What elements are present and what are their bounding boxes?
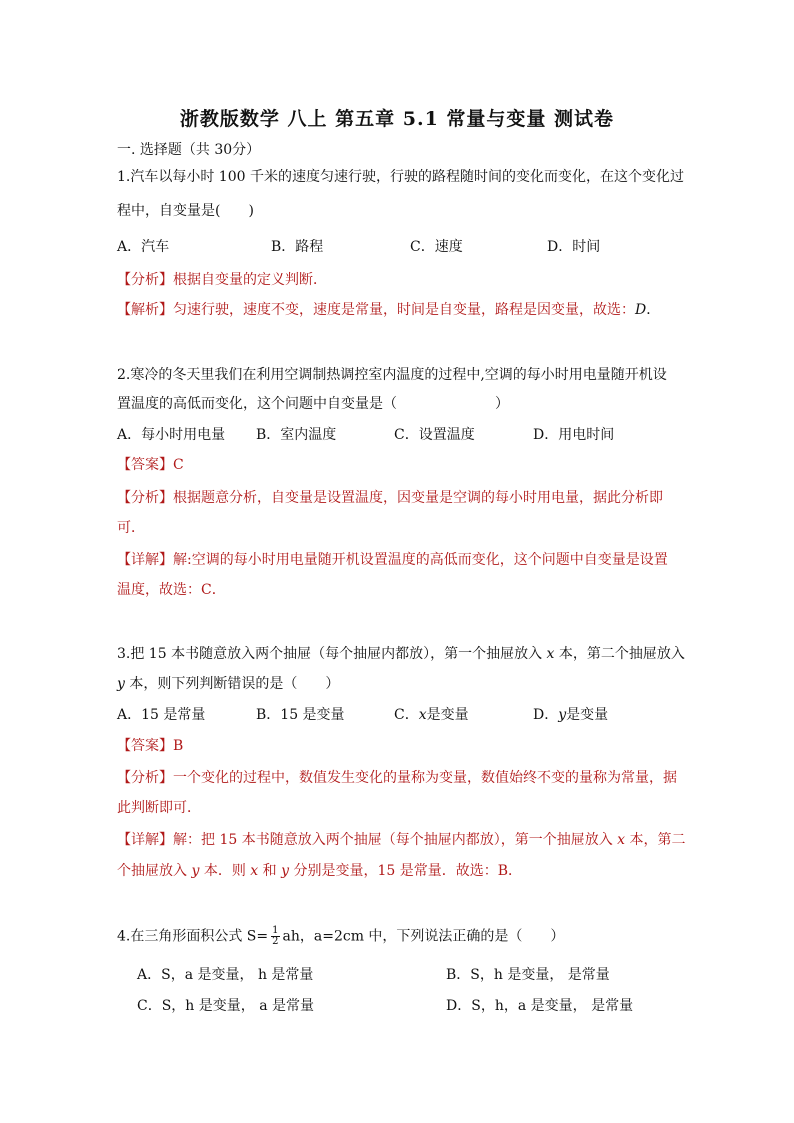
q1-option-a: A．汽车 xyxy=(117,239,170,255)
var-y: y xyxy=(117,676,125,692)
q1-solution xyxy=(117,300,660,320)
q2-detail-line1 xyxy=(117,550,668,570)
q2-answer xyxy=(117,455,184,475)
q3-stem-text: 3.把 15 本书随意放入两个抽屉（每个抽屉内都放），第一个抽屉放入 xyxy=(117,646,547,662)
q1-option-d: D．时间 xyxy=(547,239,601,255)
q3-stem-text: 本，第二个抽屉放入 xyxy=(554,646,685,662)
q2-option-a: A．每小时用电量 xyxy=(117,427,226,443)
q2-analysis-line2: 可． xyxy=(117,520,145,536)
var-y: y xyxy=(281,863,290,879)
q2-analysis-line1 xyxy=(117,488,663,508)
q2-detail-line2: 温度，故选：C． xyxy=(117,582,226,598)
q2-option-b: B．室内温度 xyxy=(256,427,337,443)
answer-text: B xyxy=(173,738,184,754)
analysis-text: 根据题意分析，自变量是设置温度，因变量是空调的每小时用电量，据此分析即 xyxy=(173,490,663,506)
fraction-denominator: 2 xyxy=(272,936,279,947)
q4-option-d: D．S，h，a 是变量， 是常量 xyxy=(446,998,634,1014)
option-letter: D． xyxy=(533,707,559,723)
detail-text: 分别是变量，15 是常量．故选：B． xyxy=(289,863,523,879)
analysis-tag: 【分析】 xyxy=(117,490,173,506)
detail-text: 解:空调的每小时用电量随开机设置温度的高低而变化，这个问题中自变量是设置 xyxy=(173,552,668,568)
var-y: y xyxy=(191,863,200,879)
detail-text: 解：把 15 本书随意放入两个抽屉（每个抽屉内都放），第一个抽屉放入 xyxy=(173,832,618,848)
var-x: x xyxy=(418,707,427,723)
fraction-numerator: 1 xyxy=(272,925,279,936)
analysis-text: 一个变化的过程中，数值发生变化的量称为变量，数值始终不变的量称为常量，据 xyxy=(173,770,677,786)
q2-option-d: D．用电时间 xyxy=(533,427,615,443)
solution-text: 匀速行驶，速度不变，速度是常量，时间是自变量，路程是因变量，故选： xyxy=(173,302,635,318)
q3-detail-line1 xyxy=(117,830,686,850)
q1-stem-line2: 程中，自变量是( ) xyxy=(117,203,254,219)
q3-stem-text: 本，则下列判断错误的是（ ） xyxy=(124,676,340,692)
detail-text: 个抽屉放入 xyxy=(117,863,192,879)
q4-option-c: C．S，h 是变量， a 是常量 xyxy=(137,998,315,1014)
detail-text: 和 xyxy=(258,863,282,879)
answer-tag: 【答案】 xyxy=(117,457,173,473)
q2-stem-line2: 置温度的高低而变化，这个问题中自变量是（ ） xyxy=(117,396,509,412)
detail-tag: 【详解】 xyxy=(117,832,173,848)
q4-option-b: B．S，h 是变量， 是常量 xyxy=(446,967,610,983)
option-text: 是变量 xyxy=(566,707,609,723)
q2-option-c: C．设置温度 xyxy=(394,427,475,443)
page-title: 浙教版数学 八上 第五章 5.1 常量与变量 测试卷 xyxy=(179,108,615,130)
q1-stem-line1: 1.汽车以每小时 100 千米的速度匀速行驶，行驶的路程随时间的变化而变化，在这个变化过 xyxy=(117,169,684,185)
q4-stem-text: ah，a=2cm 中，下列说法正确的是（ ） xyxy=(282,928,565,945)
fraction-one-half xyxy=(271,926,279,947)
q3-option-b: B．15 是变量 xyxy=(256,707,345,723)
q4-stem xyxy=(117,926,564,947)
var-y: y xyxy=(558,707,567,723)
option-text: 是变量 xyxy=(426,707,469,723)
solution-answer: D xyxy=(635,302,647,318)
q4-stem-text: 4.在三角形面积公式 S= xyxy=(117,928,269,945)
q1-analysis xyxy=(117,270,327,290)
q3-analysis-line1 xyxy=(117,768,677,788)
detail-tag: 【详解】 xyxy=(117,552,173,568)
q3-answer xyxy=(117,736,183,756)
q3-option-d xyxy=(533,705,608,725)
q3-detail-line2 xyxy=(117,861,522,881)
q3-option-c xyxy=(394,705,469,725)
q3-analysis-line2: 此判断即可． xyxy=(117,800,201,816)
answer-text: C xyxy=(173,457,184,473)
analysis-text: 根据自变量的定义判断． xyxy=(173,272,327,288)
var-x: x xyxy=(617,832,626,848)
q3-option-a: A．15 是常量 xyxy=(117,707,206,723)
detail-text: 本．则 xyxy=(199,863,251,879)
q1-option-c: C．速度 xyxy=(410,239,463,255)
q1-option-b: B．路程 xyxy=(271,239,324,255)
var-x: x xyxy=(546,646,555,662)
analysis-tag: 【分析】 xyxy=(117,770,173,786)
solution-tag: 【解析】 xyxy=(117,302,173,318)
answer-tag: 【答案】 xyxy=(117,738,173,754)
q3-stem-line2 xyxy=(117,674,339,694)
solution-end: ． xyxy=(646,302,661,318)
var-x: x xyxy=(250,863,259,879)
analysis-tag: 【分析】 xyxy=(117,272,173,288)
section-heading: 一. 选择题（共 30分） xyxy=(117,142,261,158)
q2-stem-line1: 2.寒冷的冬天里我们在利用空调制热调控室内温度的过程中,空调的每小时用电量随开机设 xyxy=(117,367,667,383)
option-letter: C． xyxy=(394,707,419,723)
q4-option-a: A．S，a 是变量， h 是常量 xyxy=(137,967,314,983)
q3-stem-line1 xyxy=(117,644,685,664)
detail-text: 本，第二 xyxy=(625,832,686,848)
